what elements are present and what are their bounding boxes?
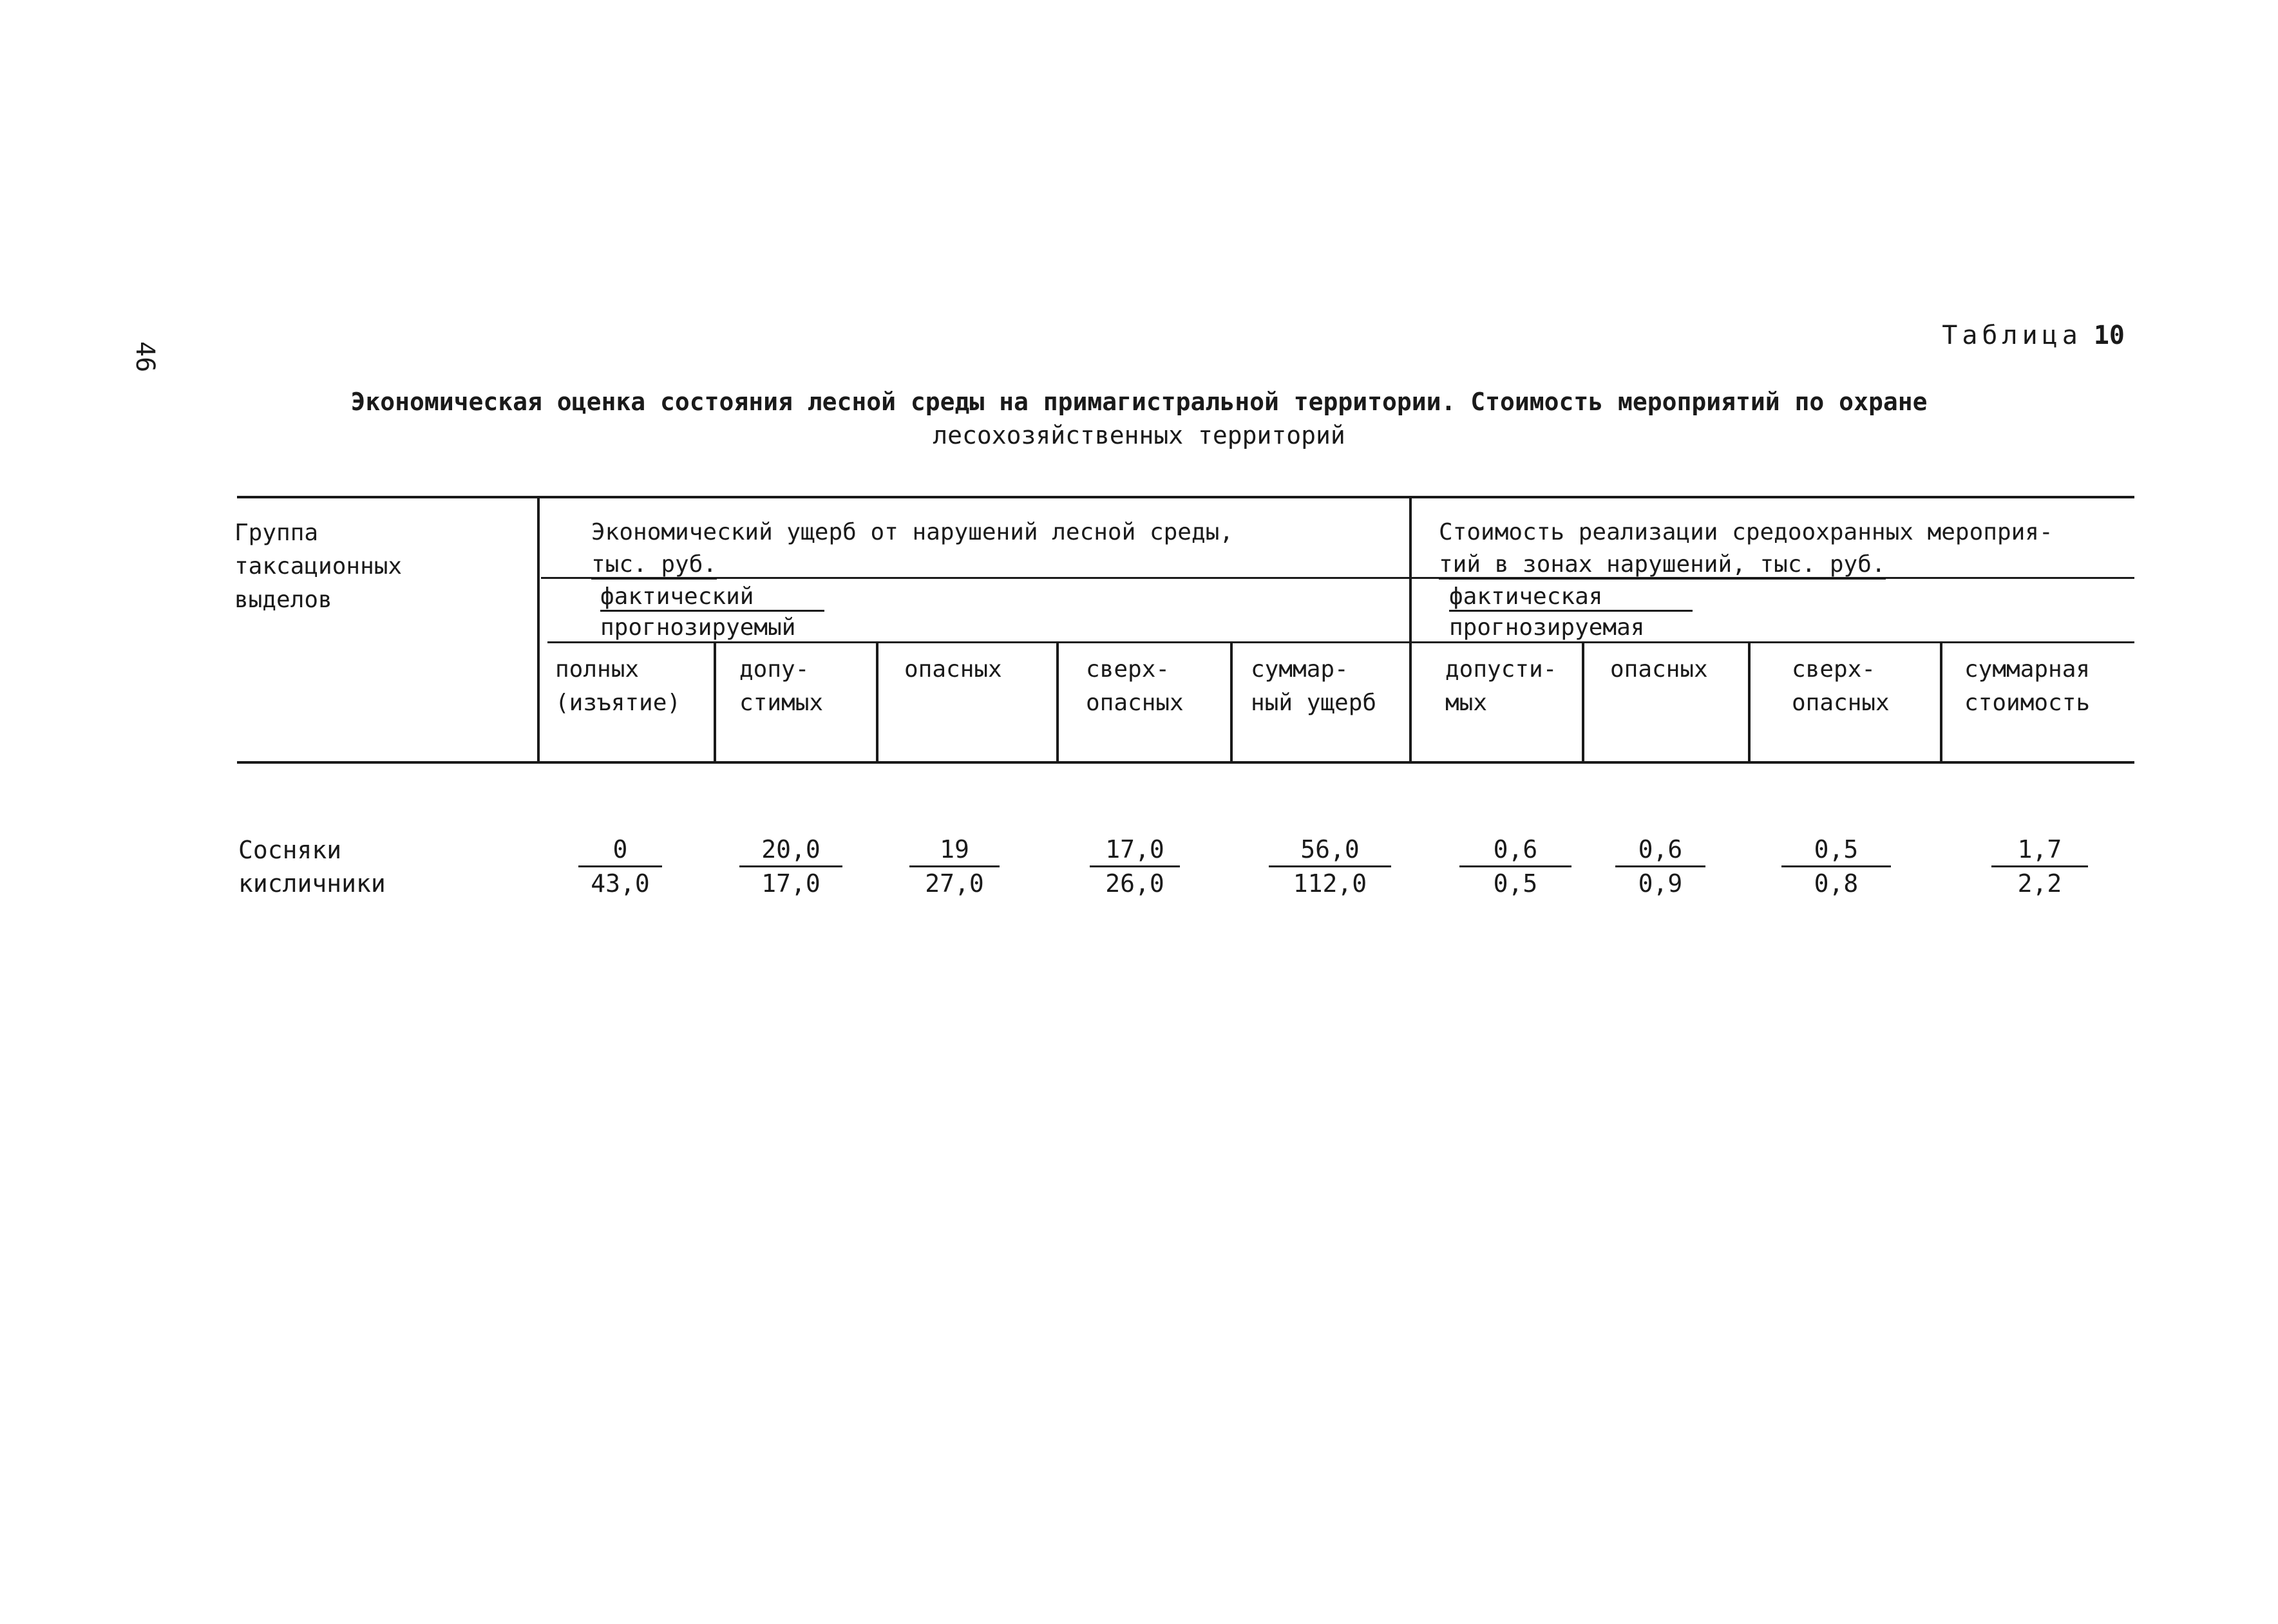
col-divider-8 (1748, 641, 1751, 762)
col-divider-2 (714, 641, 716, 762)
forecast-value: 0,5 (1493, 869, 1538, 898)
header-mid-rule (541, 577, 2134, 579)
col-divider-4 (1056, 641, 1059, 762)
col-header-4: сверх-опасных (1086, 656, 1184, 716)
row-name (238, 833, 386, 900)
table-label (1942, 321, 2125, 350)
fact-value: 0,5 (1781, 833, 1891, 867)
value-cell-6 (1459, 833, 1571, 900)
header-damage-title: Экономический ущерб от нарушений лесной среды, (591, 519, 1233, 545)
forecast-value: 0,8 (1814, 869, 1859, 898)
table-label-text: Таблица (1942, 321, 2082, 350)
forecast-value: 27,0 (925, 869, 984, 898)
forecast-value: 26,0 (1105, 869, 1164, 898)
value-cell-5 (1269, 833, 1391, 900)
fact-value: 0 (578, 833, 662, 867)
fact-value: 0,6 (1459, 833, 1571, 867)
header-cost-title2 (1439, 549, 1886, 581)
value-cell-4 (1090, 833, 1180, 900)
header-damage-forecast: прогнозируемый (600, 614, 796, 641)
col-divider-3 (876, 641, 878, 762)
forecast-value: 0,9 (1638, 869, 1683, 898)
header-cost-forecast: прогнозируемая (1449, 614, 1645, 641)
value-cell-8 (1781, 833, 1891, 900)
header-damage-fact (600, 581, 824, 613)
row-name-line1: Сосняки (238, 836, 342, 864)
value-cell-2 (739, 833, 842, 900)
fact-value: 56,0 (1269, 833, 1391, 867)
forecast-value: 112,0 (1293, 869, 1367, 898)
value-cell-7 (1615, 833, 1705, 900)
col-header-8: сверх-опасных (1792, 656, 1890, 716)
forecast-value: 2,2 (2017, 869, 2062, 898)
forecast-value: 17,0 (761, 869, 821, 898)
col-header-1: полных (изъятие) (555, 656, 681, 716)
col-divider-cost (1409, 496, 1412, 762)
header-bottom-rule (237, 761, 2134, 764)
fact-value: 0,6 (1615, 833, 1705, 867)
col-divider-9 (1940, 641, 1942, 762)
value-cell-3 (909, 833, 1000, 900)
header-damage-fact-text: фактический (600, 584, 824, 612)
row-name-line2: кисличники (238, 869, 386, 898)
col-divider-5 (1230, 641, 1233, 762)
fact-value: 19 (909, 833, 1000, 867)
table-title (0, 385, 2278, 452)
page-number: 46 (130, 341, 160, 373)
table-title-line1: Экономическая оценка состояния лесной среды на примагистральной территории. Стоимость мероприятий по охране (350, 388, 1928, 416)
fact-value: 20,0 (739, 833, 842, 867)
header-damage-unit (591, 549, 717, 581)
header-cost-fact-text: фактическая (1449, 584, 1693, 612)
header-cost-fact (1449, 581, 1693, 613)
header-cost-title: Стоимость реализации средоохранных мероприя- (1439, 519, 2053, 545)
table-number: 10 (2093, 321, 2125, 350)
col-header-5: суммар-ный ущерб (1251, 656, 1377, 716)
header-group: Группа таксационных выделов (234, 520, 403, 613)
col-header-3: опасных (904, 656, 1002, 683)
forecast-value: 43,0 (591, 869, 650, 898)
header-cost-title2-text: тий в зонах нарушений, тыс. руб. (1439, 552, 1886, 580)
value-cell-9 (1991, 833, 2088, 900)
col-header-6: допусти-мых (1445, 656, 1557, 716)
col-divider-7 (1582, 641, 1584, 762)
fact-value: 1,7 (1991, 833, 2088, 867)
value-cell-1 (578, 833, 662, 900)
table-top-rule (237, 496, 2134, 498)
col-header-7: опасных (1610, 656, 1708, 683)
header-damage-unit-text: тыс. руб. (591, 552, 717, 580)
col-header-2: допу-стимых (739, 656, 824, 716)
fact-value: 17,0 (1090, 833, 1180, 867)
table-title-line2: лесохозяйственных территорий (933, 421, 1345, 449)
col-divider-group (537, 496, 540, 762)
col-header-9: суммарная стоимость (1964, 656, 2091, 716)
